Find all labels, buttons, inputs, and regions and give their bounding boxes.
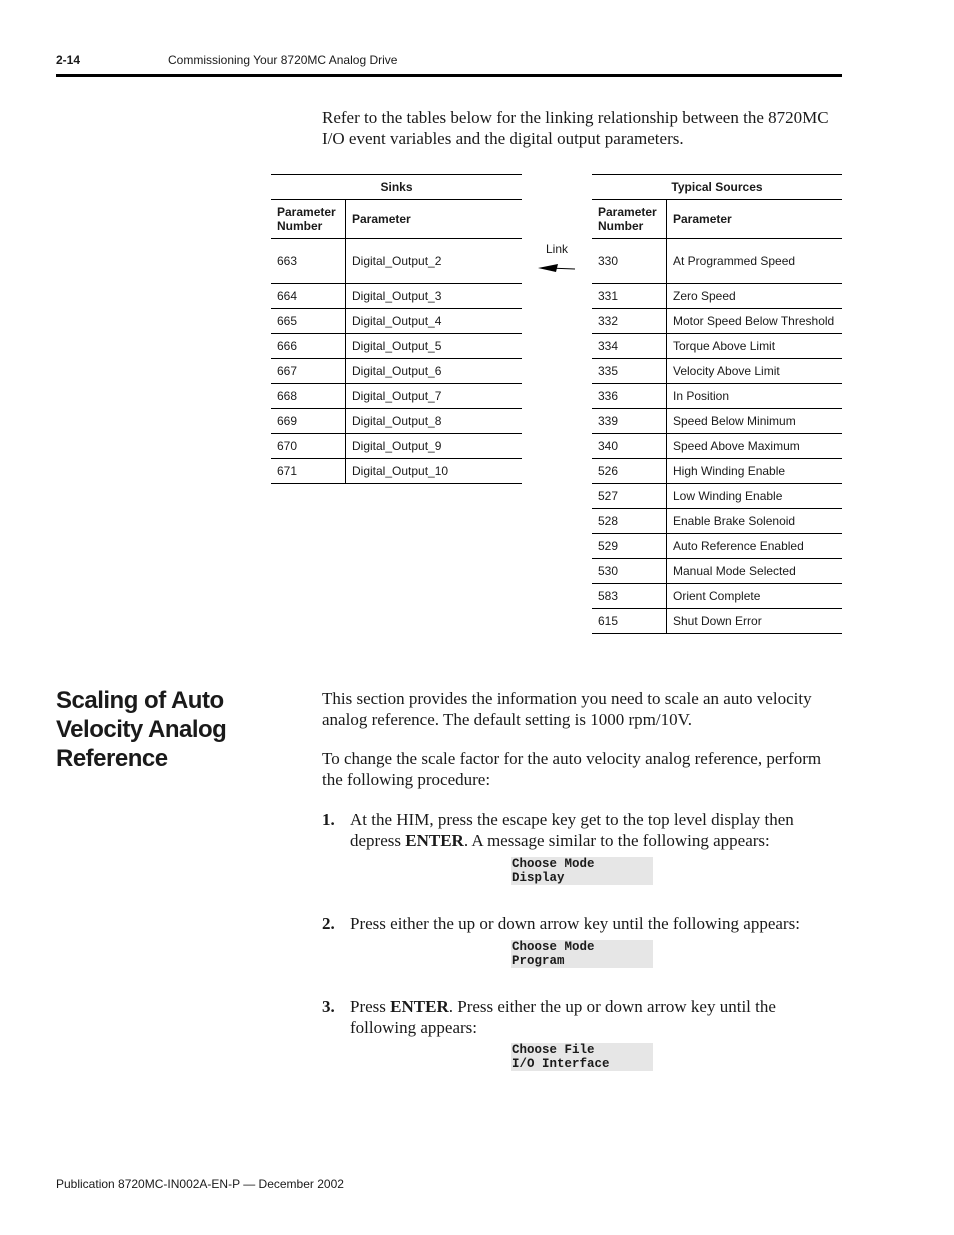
table-row (592, 334, 842, 359)
param-number: 583 (592, 584, 667, 609)
param-number: 529 (592, 534, 667, 559)
step-number: 3. (322, 997, 335, 1016)
step-text (350, 913, 844, 934)
param-name: Digital_Output_9 (346, 434, 523, 459)
him-display (511, 857, 653, 885)
param-name: Shut Down Error (667, 609, 843, 634)
param-name: Low Winding Enable (667, 484, 843, 509)
param-number: 331 (592, 284, 667, 309)
him-display-line: Display (512, 871, 565, 885)
table-row (592, 384, 842, 409)
sources-table (592, 174, 842, 634)
param-number: 335 (592, 359, 667, 384)
param-name: High Winding Enable (667, 459, 843, 484)
table-row (592, 609, 842, 634)
param-number: 339 (592, 409, 667, 434)
him-display-line: I/O Interface (512, 1057, 610, 1071)
param-name: Manual Mode Selected (667, 559, 843, 584)
him-display (511, 940, 653, 968)
him-display-line: Choose Mode (512, 857, 595, 871)
sinks-col-parameter: Parameter (346, 200, 523, 239)
page-number: 2-14 (56, 53, 81, 67)
step-text-part: . A message similar to the following appears: (463, 831, 770, 850)
link-label: Link (546, 242, 569, 256)
param-number: 527 (592, 484, 667, 509)
table-row (271, 239, 522, 284)
param-number: 615 (592, 609, 667, 634)
table-row (271, 384, 522, 409)
sinks-caption: Sinks (271, 175, 522, 200)
param-name: Digital_Output_5 (346, 334, 523, 359)
param-number: 665 (271, 309, 346, 334)
section-paragraph-2: To change the scale factor for the auto velocity analog reference, perform the following procedure: (322, 749, 822, 789)
sinks-col-number: Parameter Number (271, 200, 346, 239)
param-name: Digital_Output_6 (346, 359, 523, 384)
table-row (592, 534, 842, 559)
param-name: Enable Brake Solenoid (667, 509, 843, 534)
section-title: Scaling of Auto Velocity Analog Reference (56, 687, 227, 772)
step-text-part: At the HIM, press the escape key get to the top level display then depress (350, 810, 794, 850)
param-number: 670 (271, 434, 346, 459)
table-row (592, 509, 842, 534)
param-name: Speed Above Maximum (667, 434, 843, 459)
him-display-line: Choose Mode (512, 940, 595, 954)
intro-paragraph: Refer to the tables below for the linking relationship between the 8720MC I/O event variables and the digital output parameters. (322, 108, 829, 148)
sinks-table (271, 174, 522, 484)
param-name: Auto Reference Enabled (667, 534, 843, 559)
param-name: Zero Speed (667, 284, 843, 309)
param-name: In Position (667, 384, 843, 409)
table-row (592, 459, 842, 484)
table-row (271, 434, 522, 459)
param-name: Digital_Output_4 (346, 309, 523, 334)
param-name: Motor Speed Below Threshold (667, 309, 843, 334)
table-row (592, 309, 842, 334)
him-display (511, 1043, 653, 1071)
step-number: 2. (322, 914, 335, 933)
param-number: 334 (592, 334, 667, 359)
param-number: 330 (592, 239, 667, 284)
param-name: Velocity Above Limit (667, 359, 843, 384)
param-number: 668 (271, 384, 346, 409)
table-row (271, 459, 522, 484)
param-number: 528 (592, 509, 667, 534)
step-text (350, 996, 844, 1038)
table-row (271, 284, 522, 309)
param-number: 667 (271, 359, 346, 384)
him-display-line: Program (512, 954, 565, 968)
param-name: Torque Above Limit (667, 334, 843, 359)
param-name: Digital_Output_7 (346, 384, 523, 409)
sources-col-parameter: Parameter (667, 200, 843, 239)
table-row (592, 284, 842, 309)
table-row (592, 484, 842, 509)
param-number: 530 (592, 559, 667, 584)
sources-col-number: Parameter Number (592, 200, 667, 239)
table-row (271, 334, 522, 359)
publication-footer: Publication 8720MC-IN002A-EN-P — December 2002 (56, 1177, 344, 1191)
param-number: 340 (592, 434, 667, 459)
step-text-part: Press either the up or down arrow key until the following appears: (350, 914, 800, 933)
header-rule (56, 74, 842, 77)
him-display-line: Choose File (512, 1043, 595, 1057)
param-name: Orient Complete (667, 584, 843, 609)
step-key-name: ENTER (405, 831, 464, 850)
table-row (592, 359, 842, 384)
step-key-name: ENTER (390, 997, 449, 1016)
param-number: 332 (592, 309, 667, 334)
section-paragraph-1: This section provides the information you need to scale an auto velocity analog reference. The default setting is 1000 rpm/10V. (322, 689, 812, 729)
sources-caption: Typical Sources (592, 175, 842, 200)
param-name: At Programmed Speed (667, 239, 843, 284)
param-name: Digital_Output_2 (346, 239, 523, 284)
table-row (592, 409, 842, 434)
param-number: 671 (271, 459, 346, 484)
running-title: Commissioning Your 8720MC Analog Drive (168, 53, 398, 67)
table-row (592, 584, 842, 609)
table-row (271, 309, 522, 334)
table-row (592, 239, 842, 284)
step-text-part: Press (350, 997, 391, 1016)
table-row (592, 559, 842, 584)
step-text (350, 809, 844, 851)
param-name: Speed Below Minimum (667, 409, 843, 434)
link-arrow-icon (538, 260, 578, 276)
param-number: 663 (271, 239, 346, 284)
param-name: Digital_Output_10 (346, 459, 523, 484)
param-number: 669 (271, 409, 346, 434)
table-row (592, 434, 842, 459)
param-number: 526 (592, 459, 667, 484)
param-name: Digital_Output_8 (346, 409, 523, 434)
table-row (271, 359, 522, 384)
table-row (271, 409, 522, 434)
step-text-part: . Press either the up or down arrow key until the following appears: (350, 997, 776, 1037)
param-name: Digital_Output_3 (346, 284, 523, 309)
param-number: 336 (592, 384, 667, 409)
step-number: 1. (322, 810, 335, 829)
param-number: 664 (271, 284, 346, 309)
param-number: 666 (271, 334, 346, 359)
